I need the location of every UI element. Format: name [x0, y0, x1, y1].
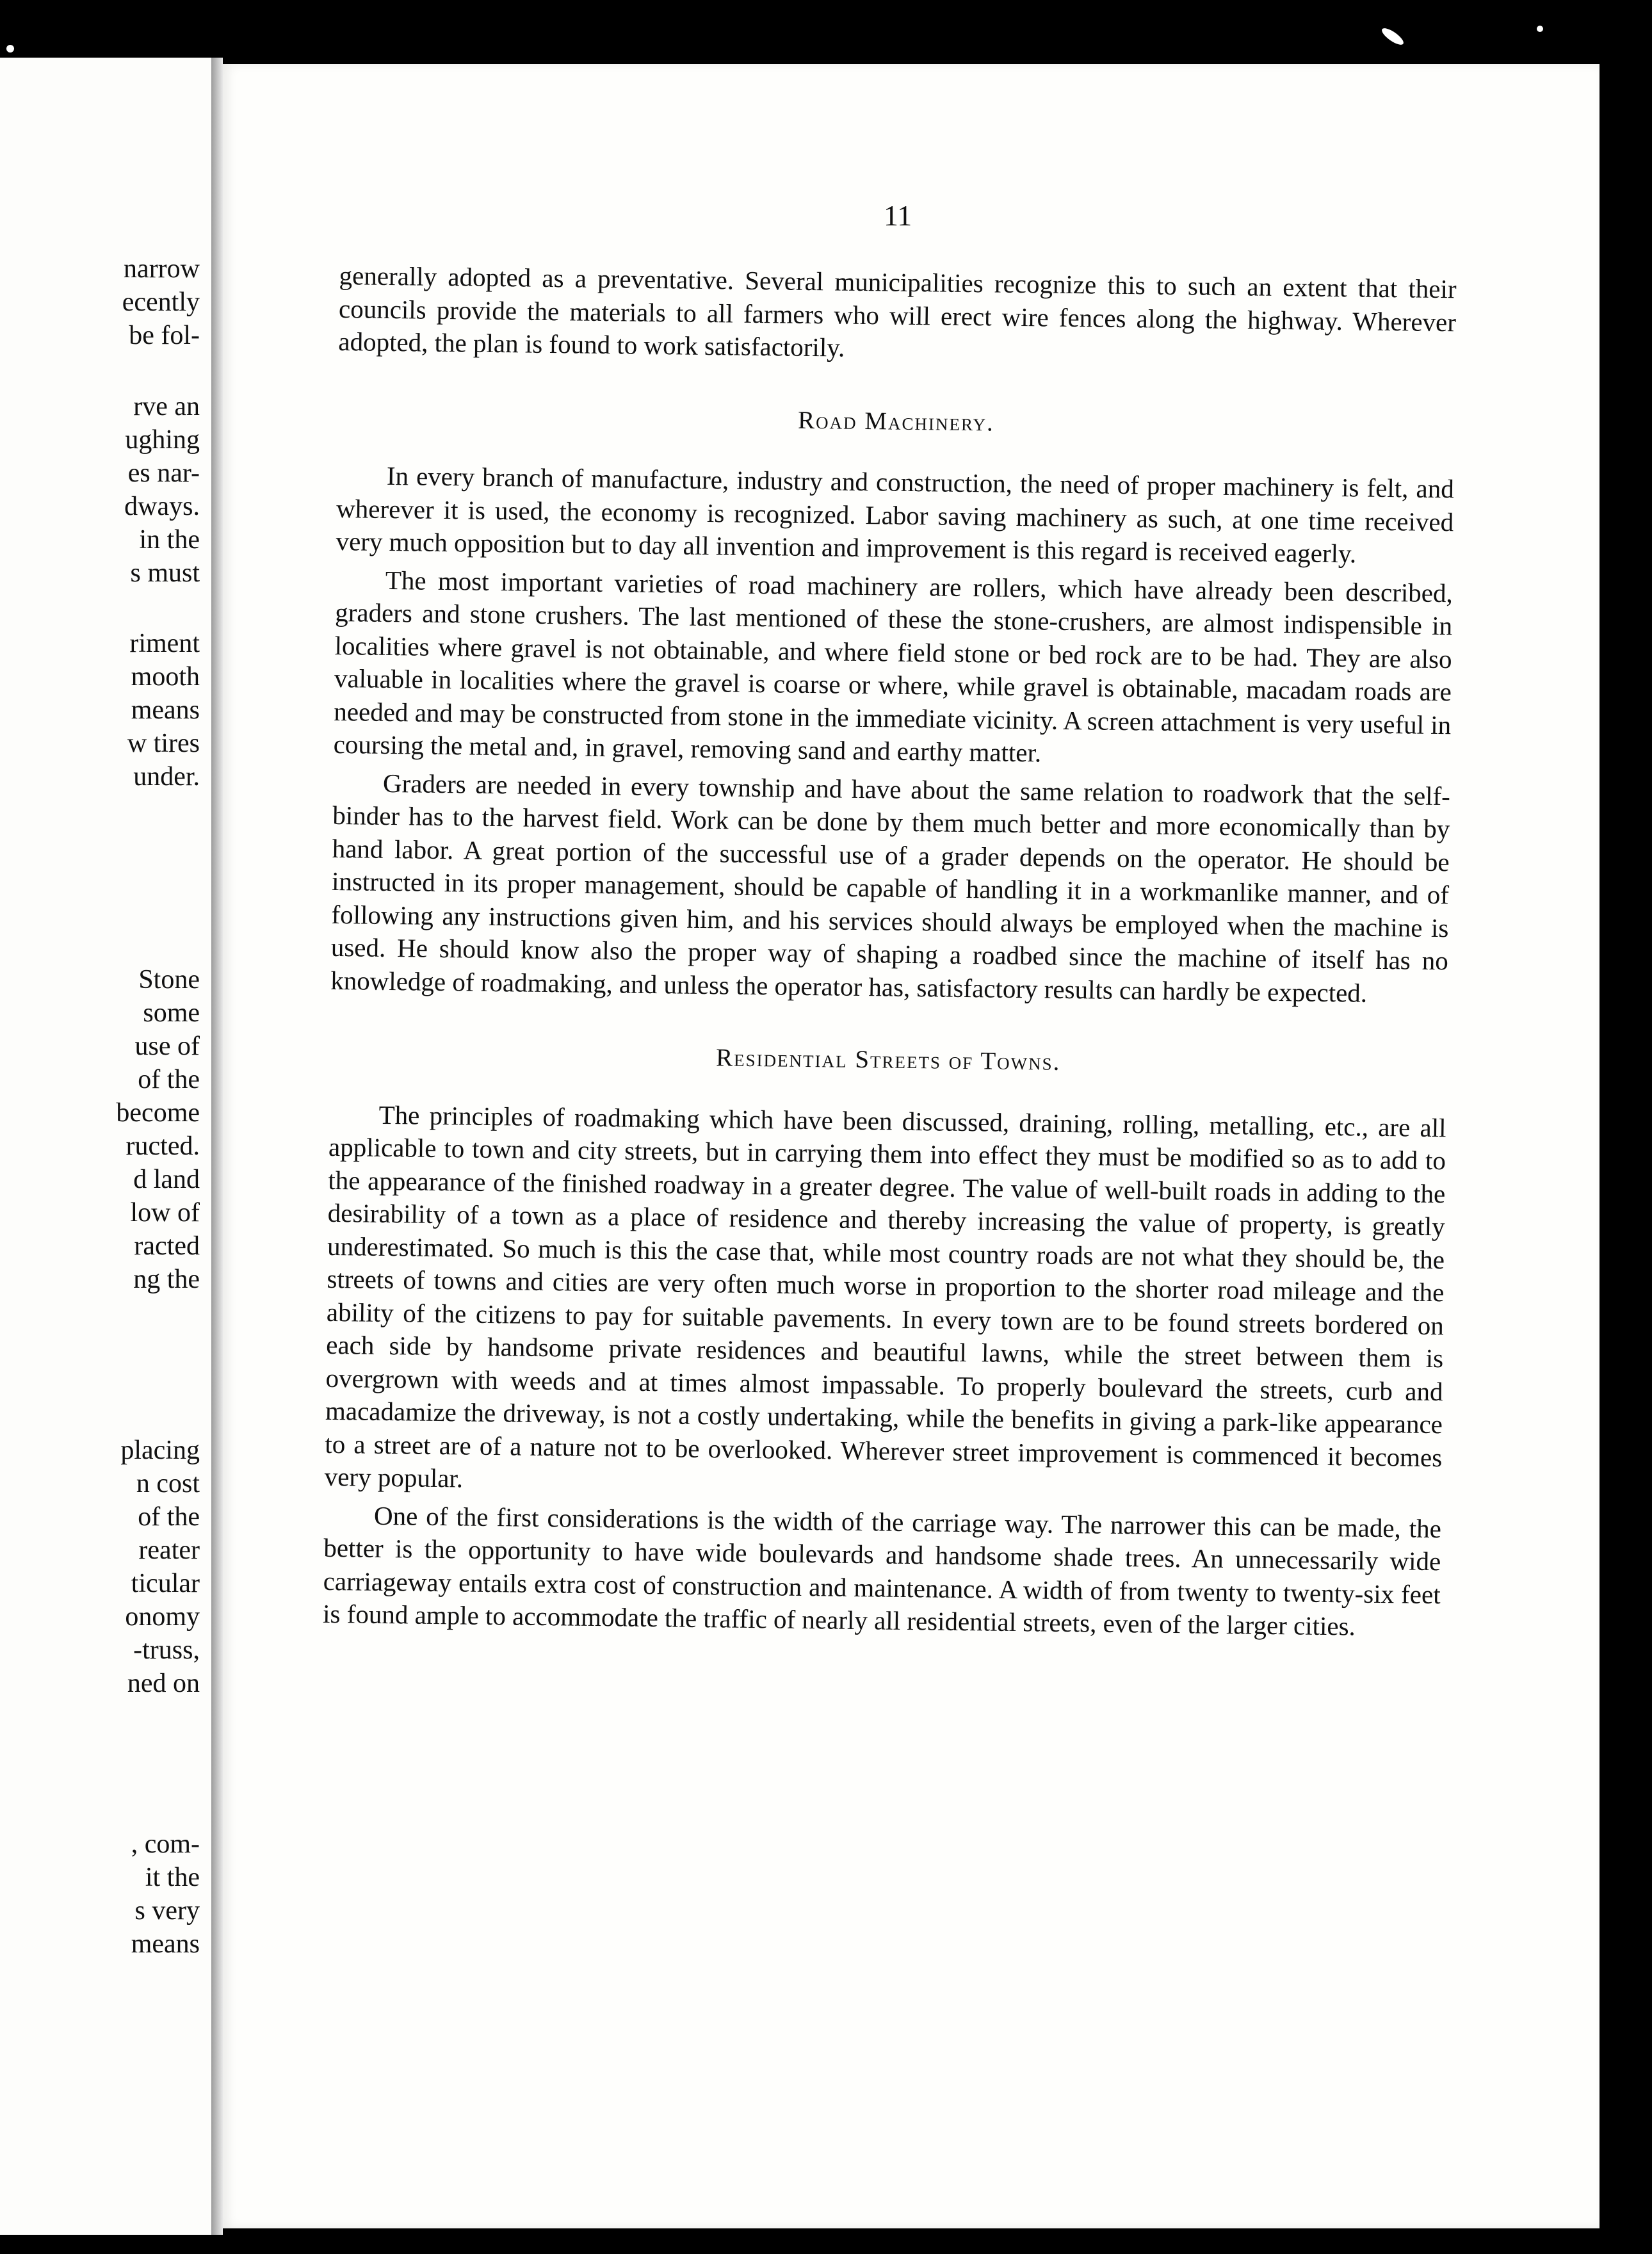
section-heading-road-machinery: Road Machinery. — [797, 406, 995, 437]
left-page-line-fragment: of the — [138, 1502, 200, 1532]
left-page-line-fragment: of the — [138, 1065, 200, 1094]
left-page-line-fragment: racted — [134, 1231, 200, 1261]
left-page-line-fragment: ned on — [127, 1669, 200, 1698]
scan-speck — [1380, 26, 1406, 47]
left-page-line-fragment: w tires — [127, 729, 200, 758]
paragraph: In every branch of manufacture, industry and construction, the need of proper machinery is felt, and wherever it is used, the economy is recognized. Labor saving machinery as such, at one time received very much opposition but to day all invention and improvement is this regard is received eagerly. — [336, 460, 1455, 569]
left-page-line-fragment: it the — [145, 1863, 200, 1892]
left-page-line-fragment: means — [131, 695, 200, 725]
left-page-line-fragment: ticular — [131, 1569, 200, 1598]
paragraph: The principles of roadmaking which have been discussed, draining, rolling, metalling, etc., are all applicable to town and city streets, but in carrying them into effect they must be modified so as to add to the appearance of the finished roadway in a greater degree. The value of well-built roads in adding to the desirability of a town as a place of residence and thereby increasing the value of property, is greatly underestimated. So much is this the case that, while most country roads are not what they should be, the streets of towns and cities are very often much worse in proportion to the shorter road mileage and the ability of the citizens to pay for suitable pavements. In every town are to be found streets bordered on each side by handsome private residences and beautiful lawns, while the street between them is overgrown with weeds and at times almost impassable. To properly boulevard the streets, curb and macadamize the driveway, is not a costly undertaking, while the benefits in giving a park-like appearance to a street are of a nature not to be overlooked. Wherever street improvement is commenced it becomes very popular. — [324, 1099, 1446, 1493]
left-page-line-fragment: means — [131, 1929, 200, 1959]
left-page-line-fragment: Stone — [138, 965, 200, 994]
left-page-line-fragment: ecently — [122, 288, 200, 317]
left-page-line-fragment: low of — [130, 1198, 200, 1228]
left-page-line-fragment: in the — [139, 525, 200, 555]
left-page-line-fragment: , com- — [131, 1829, 200, 1859]
scan-speck — [6, 45, 14, 53]
left-page-line-fragment: ughing — [125, 425, 200, 455]
left-page-line-fragment: riment — [129, 629, 200, 658]
left-page-line-fragment: -truss, — [133, 1635, 200, 1665]
left-page-line-fragment: become — [116, 1098, 200, 1128]
left-page-line-fragment: mooth — [131, 662, 200, 692]
book-gutter — [211, 58, 223, 2235]
left-page-line-fragment: dways. — [124, 492, 200, 521]
left-page-line-fragment: reater — [138, 1536, 200, 1565]
left-facing-page — [0, 58, 213, 2235]
opening-paragraph: generally adopted as a preventative. Several municipalities recognize this to such an extent that their councils provide the materials to all farmers who will erect wire fences along the highway. Wherever adopted, the plan is found to work satisfactorily. — [338, 260, 1457, 362]
left-page-line-fragment: rve an — [133, 392, 200, 421]
left-page-line-fragment: be fol- — [129, 321, 200, 350]
left-page-line-fragment: s must — [130, 558, 200, 588]
left-page-line-fragment: under. — [133, 762, 200, 791]
scan-speck — [1537, 26, 1543, 32]
left-page-line-fragment: onomy — [125, 1602, 200, 1632]
left-page-line-fragment: ructed. — [126, 1131, 200, 1161]
left-page-line-fragment: n cost — [136, 1469, 200, 1498]
paragraph: One of the first considerations is the width of the carriage way. The narrower this can be made, the better is the opportunity to have wide boulevards and handsome shade trees. An unnecessarily wide carriageway entails extra cost of construction and maintenance. A width of from twenty to twenty-six feet is found ample to accommodate the traffic of nearly all residential streets, even of the larger cities. — [322, 1500, 1442, 1641]
paragraph: Graders are needed in every township and have about the same relation to roadwork that the self-binder has to the harvest field. Work can be done by them much better and more economically than by hand labor. A great portion of the successful use of a grader depends on the operator. He should be instructed in its proper management, should be capable of handling it in a workmanlike manner, and of following any instructions given him, and his services should always be employed when the machine is used. He should know also the proper way of shaping a roadbed since the machine of itself has no knowledge of roadmaking, and unless the operator has, satisfactory results can hardly be expected. — [330, 768, 1451, 1008]
paragraph: The most important varieties of road machinery are rollers, which have already been described, graders and stone crushers. The last mentioned of these the stone-crushers, are almost indispensible in localities where gravel is not obtainable, and where field stone or bed rock are to be had. They are also valuable in localities where the gravel is coarse or where, while gravel is obtainable, macadam roads are needed and may be constructed from stone in the immediate vicinity. A screen attachment is very useful in coursing the metal and, in gravel, removing sand and earthy matter. — [333, 565, 1454, 768]
left-page-line-fragment: narrow — [124, 254, 200, 284]
page-text-block — [323, 259, 1457, 1644]
left-page-line-fragment: placing — [120, 1436, 200, 1465]
left-page-line-fragment: d land — [133, 1165, 200, 1194]
page-number: 11 — [884, 199, 912, 232]
left-page-line-fragment: es nar- — [127, 458, 200, 488]
left-page-line-fragment: ng the — [133, 1265, 200, 1294]
left-page-line-fragment: some — [143, 998, 200, 1028]
section-heading-residential-streets: Residential Streets of Towns. — [715, 1044, 1061, 1076]
left-page-line-fragment: use of — [134, 1032, 200, 1061]
left-page-line-fragment: s very — [134, 1896, 200, 1926]
